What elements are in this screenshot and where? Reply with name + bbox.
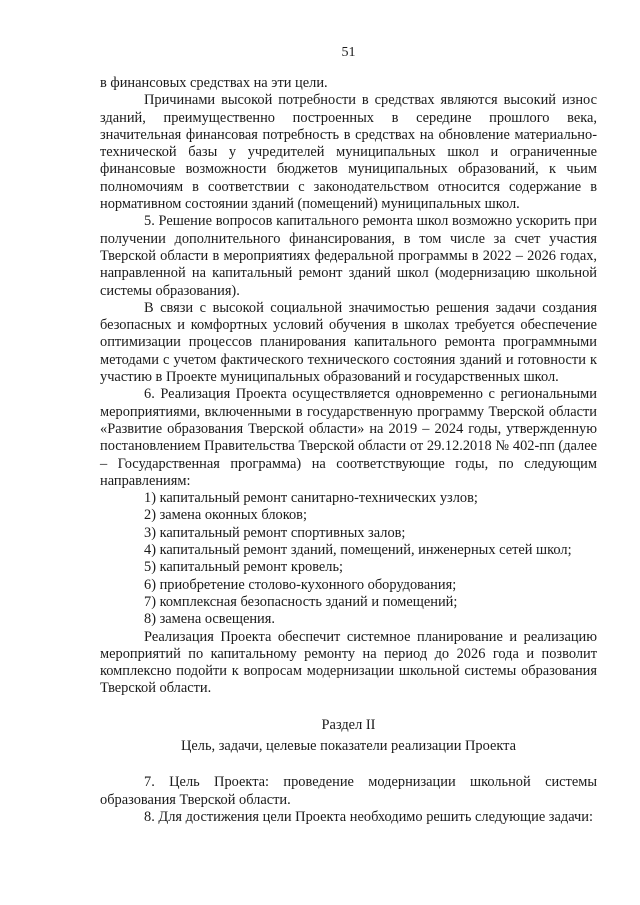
- paragraph-item-8: 8. Для достижения цели Проекта необходимо решить следующие задачи:: [144, 808, 593, 825]
- list-item: 4) капитальный ремонт зданий, помещений, инженерных сетей школ;: [144, 542, 572, 559]
- paragraph-causes: Причинами высокой потребности в средствах являются высокий износ зданий, преимущественно построенных в середине прошлого века, значительная финансовая потребность в средствах на обновление материально-технической базы у учредителей муниципальных школ и ограниченные финансовые возможности бюджетов муниципальных образований, к чьим полномочиям в соответствии с законодательством относится содержание в нормативном состоянии зданий (помещений) муниципальных школ.: [100, 92, 597, 213]
- spacer: [100, 755, 597, 774]
- list-item: 5) капитальный ремонт кровель;: [144, 559, 344, 576]
- document-body: [100, 75, 597, 826]
- paragraph-item-5: 5. Решение вопросов капитального ремонта школ возможно ускорить при получении дополнительного финансирования, в том числе за счет участия Тверской области в мероприятиях федеральной программы в 2022 – 2026 годах, направленной на капитальный ремонт зданий школ (модернизацию школьной системы образования).: [100, 213, 597, 299]
- list-item: 2) замена оконных блоков;: [144, 507, 307, 524]
- paragraph-item-7: 7. Цель Проекта: проведение модернизации школьной системы образования Тверской области.: [100, 774, 597, 808]
- list-item: 8) замена освещения.: [144, 611, 275, 628]
- paragraph-social-significance: В связи с высокой социальной значимостью решения задачи создания безопасных и комфортных условий обучения в школах требуется обеспечение оптимизации процессов планирования капитального ремонта программными методами с учетом фактического технического состояния зданий и готовности к участию в Проекте муниципальных образований и государственных школ.: [100, 299, 597, 386]
- section-number: Раздел II: [321, 716, 376, 733]
- list-item: 7) комплексная безопасность зданий и помещений;: [144, 593, 458, 610]
- list-item: 1) капитальный ремонт санитарно-технических узлов;: [144, 490, 478, 507]
- list-item: 3) капитальный ремонт спортивных залов;: [144, 524, 406, 541]
- section-title: Цель, задачи, целевые показатели реализации Проекта: [180, 737, 516, 754]
- page-number: 51: [341, 45, 356, 60]
- directions-list: [100, 490, 597, 628]
- paragraph-implementation-result: Реализация Проекта обеспечит системное планирование и реализацию мероприятий по капитальному ремонту на период до 2026 года и позволит комплексно подойти к вопросам модернизации школьной системы образования Тверской области.: [100, 628, 597, 697]
- paragraph-item-6: 6. Реализация Проекта осуществляется одновременно с региональными мероприятиями, включенными в государственную программу Тверской области «Развитие образования Тверской области» на 2019 – 2024 годы, утвержденную постановлением Правительства Тверской области от 29.12.2018 № 402-пп (далее – Государственная программа) на соответствующие годы, по следующим направлениям:: [100, 386, 597, 489]
- list-item: 6) приобретение столово-кухонного оборудования;: [144, 576, 457, 593]
- paragraph-continuation: в финансовых средствах на эти цели.: [100, 75, 328, 91]
